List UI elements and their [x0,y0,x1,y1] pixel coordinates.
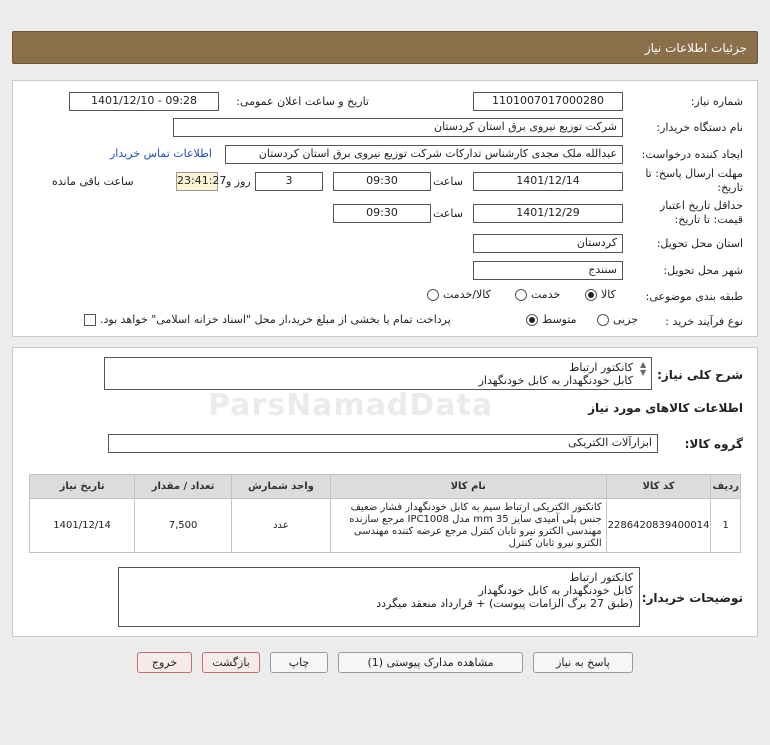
col-name: نام کالا [330,475,606,499]
payment-checkbox[interactable] [84,314,96,326]
validity-time-label: ساعت [433,207,463,220]
need-number-label: شماره نیاز: [690,95,743,108]
province-label: استان محل تحویل: [656,237,743,250]
page-title: جزئیات اطلاعات نیاز [12,31,758,64]
scroll-down-icon[interactable]: ▼ [640,368,647,377]
category-option-goods-service-label: کالا/خدمت [443,288,491,301]
deadline-time-label: ساعت [433,175,463,188]
goods-group-label: گروه کالا: [684,437,743,451]
validity-date-field: 1401/12/29 [473,204,623,223]
col-date: تاریخ نیاز [30,475,135,499]
buyer-notes-line-1: کانکتور ارتباط [569,571,633,584]
description-label: شرح کلی نیاز: [657,368,743,382]
category-option-service-label: خدمت [531,288,561,301]
category-label: طبقه بندی موضوعی: [645,290,743,303]
reply-button[interactable]: پاسخ به نیاز [533,652,633,673]
payment-option-label: پرداخت تمام یا بخشی از مبلغ خرید،از محل "اسناد خزانه اسلامی" خواهد بود. [100,313,451,326]
category-goods-service-radio[interactable] [427,289,439,301]
row-date: 1401/12/14 [30,499,135,553]
creator-label: ایجاد کننده درخواست: [641,148,743,161]
exit-button[interactable]: خروج [137,652,192,673]
creator-field: عبدالله ملک مجدی کارشناس تدارکات شرکت توزیع نیروی برق استان کردستان [225,145,623,164]
deadline-time-field: 09:30 [333,172,431,191]
goods-table [29,474,741,553]
process-option-minor[interactable] [597,313,638,326]
payment-option[interactable] [84,313,451,326]
category-option-goods-label: کالا [601,288,616,301]
col-code: کد کالا [606,475,711,499]
need-number-field: 1101007017000280 [473,92,623,111]
city-field: سنندج [473,261,623,280]
process-option-medium[interactable] [526,313,577,326]
col-unit: واحد شمارش [231,475,330,499]
process-option-minor-label: جزیی [613,313,639,326]
buyer-notes-label: توضیحات خریدار: [641,591,743,605]
description-line-2: کابل خودنگهدار به کابل خودنگهدار [478,374,633,387]
announce-datetime-field: 1401/12/10 - 09:28 [69,92,219,111]
row-code: 2286420839400014 [606,499,711,553]
remaining-days-field: 3 [255,172,323,191]
deadline-date-field: 1401/12/14 [473,172,623,191]
category-goods-radio[interactable] [585,289,597,301]
province-field: کردستان [473,234,623,253]
process-minor-radio[interactable] [597,314,609,326]
category-option-service[interactable] [515,288,560,301]
buyer-org-label: نام دستگاه خریدار: [656,121,743,134]
back-button[interactable]: بازگشت [202,652,260,673]
table-row [30,499,741,553]
description-field [104,357,652,390]
view-attachments-button[interactable]: مشاهده مدارک پیوستی (1) [338,652,523,673]
remaining-time-field: 23:41:27 [176,172,218,191]
validity-label: حداقل تاریخ اعتبار قیمت: تا تاریخ: [659,199,743,226]
process-option-medium-label: متوسط [542,313,577,326]
validity-time-field: 09:30 [333,204,431,223]
row-name: کانکتور الکتریکی ارتباط سیم به کابل خودنگهدار فشار ضعیف جنس پلی آمیدی سایز mm 35 مدل IPC1008 مرجع سازنده مهندسی الکترو نیرو تابان کنترل مرجع عرضه کننده مهندسی الکترو نیرو تابان کنترل [330,499,606,553]
contact-info-link[interactable]: اطلاعات تماس خریدار [110,147,212,160]
process-medium-radio[interactable] [526,314,538,326]
buyer-notes-field [118,567,640,627]
announce-label: تاریخ و ساعت اعلان عمومی: [236,95,369,108]
category-option-goods-service[interactable] [427,288,491,301]
goods-section-title: اطلاعات کالاهای مورد نیاز [588,401,743,415]
print-button[interactable]: چاپ [270,652,328,673]
row-unit: عدد [231,499,330,553]
col-quantity: تعداد / مقدار [135,475,232,499]
deadline-label: مهلت ارسال پاسخ: تا تاریخ: [645,167,743,194]
remaining-label: ساعت باقی مانده [52,175,134,188]
goods-table-header [30,475,741,499]
buyer-notes-line-2: کابل خودنگهدار به کابل خودنگهدار [478,584,633,597]
col-index: ردیف [711,475,741,499]
description-line-1: کانکتور ارتباط [569,361,633,374]
scroll-up-icon[interactable]: ▲ [640,360,647,369]
process-label: نوع فرآیند خرید : [665,315,743,328]
category-option-goods[interactable] [585,288,616,301]
buyer-org-field: شرکت توزیع نیروی برق استان کردستان [173,118,623,137]
category-service-radio[interactable] [515,289,527,301]
city-label: شهر محل تحویل: [663,264,743,277]
row-quantity: 7,500 [135,499,232,553]
buyer-notes-line-3: (طبق 27 برگ الزامات پیوست) + قرارداد منعقد میگردد [376,597,633,610]
row-index: 1 [711,499,741,553]
days-label: روز و [226,175,251,188]
goods-group-field: ابزارآلات الکتریکی [108,434,658,453]
